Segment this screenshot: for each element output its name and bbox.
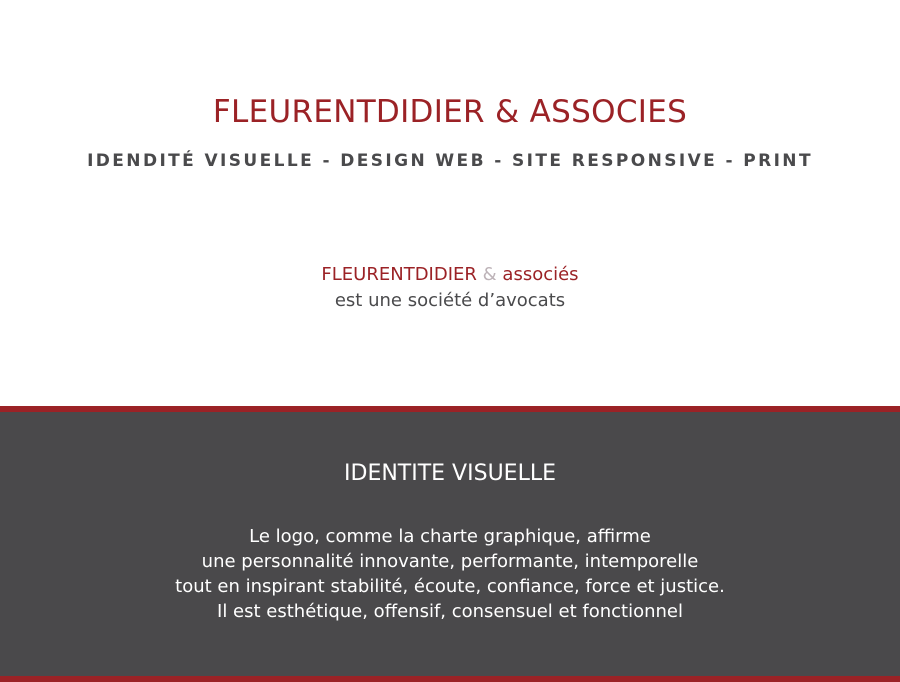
bottom-divider	[0, 676, 900, 682]
brand-statement	[0, 262, 900, 314]
section-title: IDENTITE VISUELLE	[344, 461, 556, 486]
brand-name-part2: associés	[496, 264, 579, 285]
description-line: tout en inspirant stabilité, écoute, confiance, force et justice.	[175, 576, 725, 597]
brand-name-part1: FLEURENTDIDIER	[321, 264, 483, 285]
description-line: Il est esthétique, offensif, consensuel et fonctionnel	[217, 601, 683, 622]
page-title: FLEURENTDIDIER & ASSOCIES	[212, 94, 688, 130]
brand-ampersand: &	[482, 264, 497, 285]
services-subtitle: IDENDITÉ VISUELLE - DESIGN WEB - SITE RESPONSIVE - PRINT	[87, 151, 813, 171]
brand-tagline: est une société d’avocats	[334, 290, 566, 311]
description-line: Le logo, comme la charte graphique, affirme	[249, 526, 651, 547]
section-description	[0, 524, 900, 624]
description-line: une personnalité innovante, performante, intemporelle	[201, 551, 699, 572]
